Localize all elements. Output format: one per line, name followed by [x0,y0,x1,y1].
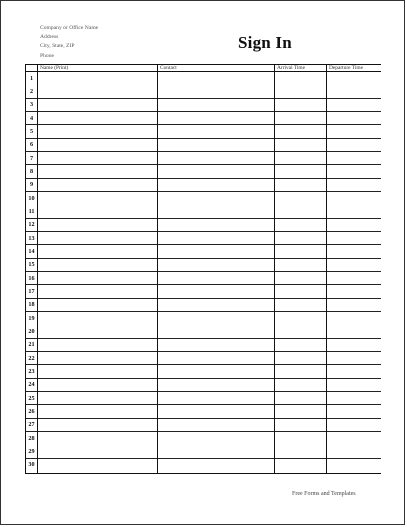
row-number: 6 [29,141,34,149]
row-number: 2 [29,88,34,95]
row-number: 9 [29,181,34,189]
row-number: 17 [28,287,35,295]
footer-credit: Free Forms and Templates [292,491,356,497]
column-divider [326,65,327,473]
row-number: 18 [28,301,35,309]
row-number: 3 [29,101,34,109]
table-row[interactable] [26,125,381,138]
row-number: 20 [28,328,35,335]
row-number: 13 [28,234,35,242]
table-row[interactable] [26,352,381,365]
row-number: 25 [28,394,35,402]
table-row[interactable] [26,232,381,245]
row-number: 23 [28,367,35,375]
form-title: Sign In [238,33,292,52]
column-header-arrival: Arrival Time [277,65,306,71]
row-number: 15 [28,261,35,269]
table-row[interactable] [26,99,381,112]
table-row[interactable] [26,245,381,258]
table-row[interactable] [26,312,381,339]
table-row[interactable] [26,272,381,285]
org-city-line[interactable]: City, State, ZIP [40,43,75,50]
column-divider [157,65,158,473]
table-row[interactable] [26,192,381,219]
org-address-line[interactable]: Address [40,34,59,41]
row-number: 14 [28,247,35,255]
table-row[interactable] [26,299,381,312]
row-number: 29 [28,448,35,455]
row-number: 8 [29,167,34,175]
table-row[interactable] [26,419,381,432]
row-number: 24 [28,381,35,389]
table-row[interactable] [26,459,381,472]
table-row[interactable] [26,259,381,272]
row-number: 4 [29,114,34,122]
table-row[interactable] [26,285,381,298]
row-number: 28 [28,434,35,442]
column-divider [274,65,275,473]
row-number: 10 [28,194,35,202]
table-row[interactable] [26,379,381,392]
table-header [26,65,381,72]
table-row[interactable] [26,219,381,232]
table-row[interactable] [26,405,381,418]
column-header-departure: Departure Time [329,65,363,71]
column-header-name: Name (Print) [40,65,69,71]
table-row[interactable] [26,152,381,165]
row-number: 30 [28,461,35,469]
row-number: 5 [29,127,34,135]
row-number: 1 [29,74,34,82]
organization-info [40,24,98,61]
row-number: 22 [28,354,35,362]
table-row[interactable] [26,365,381,378]
column-header-contact: Contact [160,65,177,71]
table-row[interactable] [26,432,381,459]
sign-in-table [25,64,381,474]
table-row[interactable] [26,112,381,125]
row-number: 26 [28,407,35,415]
org-phone-line[interactable]: Phone [40,52,54,59]
row-number: 19 [28,314,35,322]
table-row[interactable] [26,139,381,152]
table-row[interactable] [26,179,381,192]
column-divider [37,65,38,473]
table-row[interactable] [26,72,381,99]
row-number: 16 [28,274,35,282]
org-name-line[interactable]: Company or Office Name [40,25,99,31]
row-number: 21 [28,341,35,349]
row-number: 11 [28,208,35,215]
table-row[interactable] [26,392,381,405]
table-row[interactable] [26,339,381,352]
row-number: 12 [28,221,35,229]
row-number: 7 [29,154,34,162]
row-number: 27 [28,421,35,429]
table-row[interactable] [26,165,381,178]
